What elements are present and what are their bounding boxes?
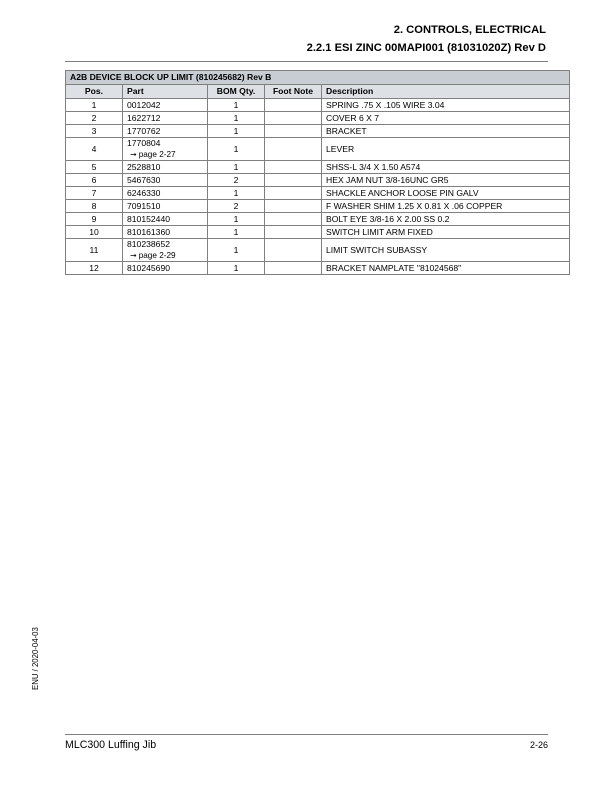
part-number: 1770762: [127, 125, 161, 136]
table-row: [66, 226, 570, 239]
cell-bom-qty: 1: [208, 239, 265, 262]
cell-description: SPRING .75 X .105 WIRE 3.04: [322, 99, 570, 112]
cell-pos: 9: [66, 213, 123, 226]
cell-pos: 8: [66, 200, 123, 213]
part-number: 0012042: [127, 99, 161, 110]
language-date-stamp: ENU / 2020-04-03: [31, 627, 40, 690]
table-row: [66, 125, 570, 138]
column-header-description: Description: [322, 85, 570, 99]
cell-part: [123, 125, 208, 138]
cell-pos: 7: [66, 187, 123, 200]
part-number: 810238652: [127, 239, 171, 249]
cell-foot-note: [265, 200, 322, 213]
cell-foot-note: [265, 161, 322, 174]
cell-bom-qty: 1: [208, 187, 265, 200]
cell-description: SWITCH LIMIT ARM FIXED: [322, 226, 570, 239]
cell-part: [123, 262, 208, 275]
cell-bom-qty: 2: [208, 174, 265, 187]
part-number: 810152440: [127, 213, 171, 224]
cell-description: BRACKET: [322, 125, 570, 138]
cell-part: [123, 161, 208, 174]
table-row: [66, 138, 570, 161]
part-number: 1622712: [127, 112, 161, 123]
part-number: 7091510: [127, 200, 161, 211]
part-number: 1770804: [127, 138, 161, 148]
part-number: 6246330: [127, 187, 161, 198]
cell-foot-note: [265, 112, 322, 125]
arrow-right-icon: ➞: [130, 150, 137, 159]
cell-foot-note: [265, 125, 322, 138]
column-header-bom-qty: BOM Qty.: [208, 85, 265, 99]
table-title: A2B DEVICE BLOCK UP LIMIT (810245682) Rev B: [66, 71, 570, 85]
cell-bom-qty: 1: [208, 226, 265, 239]
cell-foot-note: [265, 262, 322, 275]
cell-part: [123, 213, 208, 226]
arrow-right-icon: ➞: [130, 251, 137, 260]
cell-pos: 3: [66, 125, 123, 138]
part-number: 2528810: [127, 161, 161, 172]
cell-bom-qty: 1: [208, 161, 265, 174]
cell-description: SHACKLE ANCHOR LOOSE PIN GALV: [322, 187, 570, 200]
table-row: [66, 213, 570, 226]
cell-foot-note: [265, 187, 322, 200]
cell-part: [123, 226, 208, 239]
table-row: [66, 99, 570, 112]
page-header: [307, 21, 546, 57]
page-reference-text: page 2-27: [138, 150, 176, 159]
cell-description: HEX JAM NUT 3/8-16UNC GR5: [322, 174, 570, 187]
page-reference-link[interactable]: [127, 250, 203, 261]
cell-foot-note: [265, 226, 322, 239]
cell-part: [123, 200, 208, 213]
cell-bom-qty: 1: [208, 262, 265, 275]
section-title: 2.2.1 ESI ZINC 00MAPI001 (81031020Z) Rev D: [306, 42, 546, 54]
cell-description: SHSS-L 3/4 X 1.50 A574: [322, 161, 570, 174]
cell-foot-note: [265, 138, 322, 161]
cell-bom-qty: 2: [208, 200, 265, 213]
cell-description: BOLT EYE 3/8-16 X 2.00 SS 0.2: [322, 213, 570, 226]
cell-pos: 12: [66, 262, 123, 275]
cell-pos: 4: [66, 138, 123, 161]
cell-description: LIMIT SWITCH SUBASSY: [322, 239, 570, 262]
cell-pos: 2: [66, 112, 123, 125]
cell-description: BRACKET NAMPLATE "81024568": [322, 262, 570, 275]
table-row: [66, 200, 570, 213]
cell-foot-note: [265, 239, 322, 262]
cell-part: [123, 239, 208, 262]
column-header-pos: Pos.: [66, 85, 123, 99]
cell-bom-qty: 1: [208, 138, 265, 161]
cell-bom-qty: 1: [208, 213, 265, 226]
header-divider: [65, 61, 548, 62]
cell-description: LEVER: [322, 138, 570, 161]
part-number: 810161360: [127, 226, 171, 237]
cell-foot-note: [265, 99, 322, 112]
table-row: [66, 239, 570, 262]
cell-pos: 1: [66, 99, 123, 112]
cell-description: COVER 6 X 7: [322, 112, 570, 125]
page-number: 2-26: [529, 740, 548, 750]
cell-bom-qty: 1: [208, 99, 265, 112]
table-row: [66, 187, 570, 200]
table-row: [66, 161, 570, 174]
cell-foot-note: [265, 213, 322, 226]
column-header-foot-note: Foot Note: [265, 85, 322, 99]
column-header-part: Part: [123, 85, 208, 99]
page-reference-text: page 2-29: [138, 251, 176, 260]
cell-pos: 6: [66, 174, 123, 187]
table-row: [66, 262, 570, 275]
cell-description: F WASHER SHIM 1.25 X 0.81 X .06 COPPER: [322, 200, 570, 213]
page-reference-link[interactable]: [127, 149, 203, 160]
table-row: [66, 174, 570, 187]
part-number: 5467630: [127, 174, 161, 185]
cell-pos: 10: [66, 226, 123, 239]
cell-pos: 11: [66, 239, 123, 262]
cell-part: [123, 174, 208, 187]
cell-part: [123, 138, 208, 161]
footer-divider: [65, 734, 548, 735]
cell-part: [123, 112, 208, 125]
footer-title: MLC300 Luffing Jib: [65, 739, 157, 751]
table-header-row: [66, 85, 570, 99]
cell-foot-note: [265, 174, 322, 187]
chapter-title: 2. CONTROLS, ELECTRICAL: [393, 24, 546, 36]
cell-pos: 5: [66, 161, 123, 174]
table-body: [66, 99, 570, 275]
cell-bom-qty: 1: [208, 112, 265, 125]
bom-table: [65, 70, 570, 275]
cell-part: [123, 99, 208, 112]
part-number: 810245690: [127, 262, 171, 273]
cell-part: [123, 187, 208, 200]
table-row: [66, 112, 570, 125]
cell-bom-qty: 1: [208, 125, 265, 138]
